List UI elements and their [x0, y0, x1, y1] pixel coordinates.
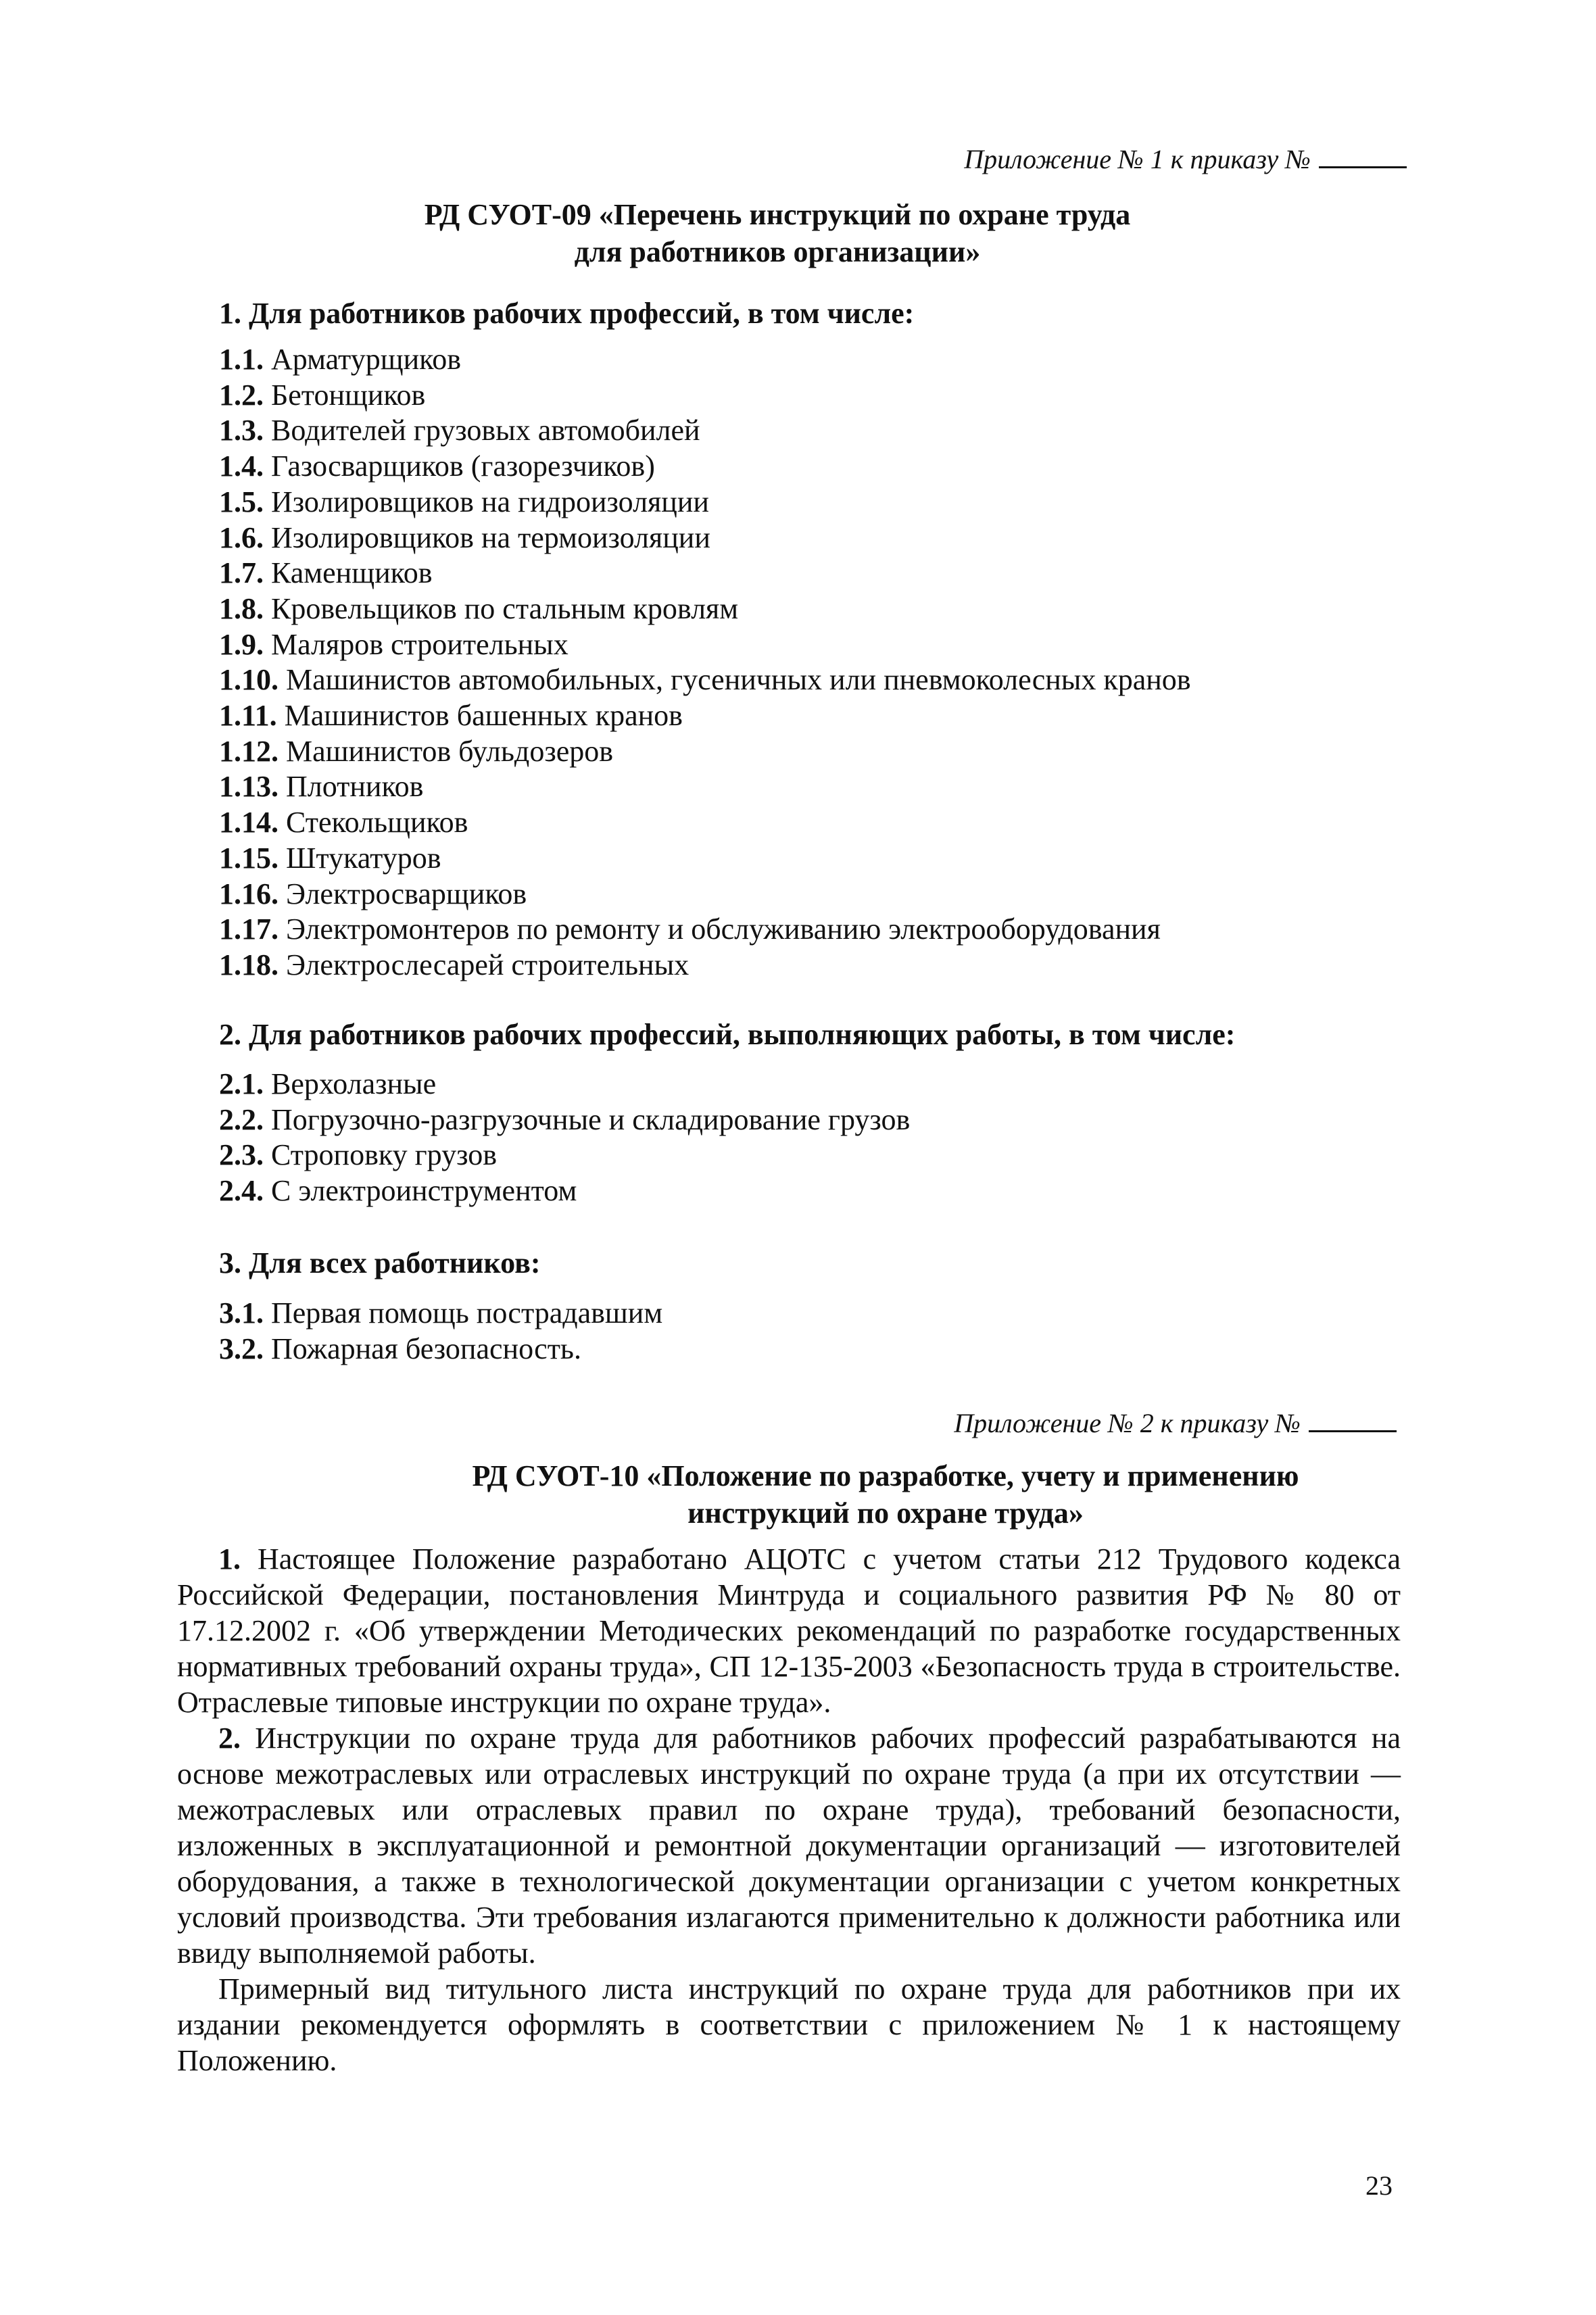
- list-item-number: 2.1.: [219, 1067, 264, 1100]
- list-item-number: 3.1.: [219, 1296, 264, 1330]
- list-item-number: 1.1.: [219, 343, 264, 376]
- list-item-number: 1.15.: [219, 841, 279, 875]
- list-item-number: 2.4.: [219, 1174, 264, 1208]
- list-item-text: Электромонтеров по ремонту и обслуживанию электрооборудования: [286, 912, 1161, 946]
- list-item-number: 1.14.: [219, 806, 279, 839]
- list-item-number: 1.17.: [219, 912, 279, 946]
- list-item-number: 1.7.: [219, 556, 264, 590]
- list-item: [219, 877, 1191, 912]
- list-item-number: 1.6.: [219, 520, 264, 554]
- list-item: [219, 1332, 662, 1367]
- section-3-list: [219, 1296, 662, 1367]
- section-2-list: [219, 1067, 910, 1209]
- list-item-number: 1.3.: [219, 414, 264, 447]
- list-item: [219, 378, 1191, 414]
- body-paragraphs: [177, 1541, 1401, 2078]
- list-item-number: 1.9.: [219, 627, 264, 661]
- list-item-number: 1.13.: [219, 770, 279, 804]
- paragraph-text: Примерный вид титульного листа инструкций по охране труда для работников при их издании рекомендуется оформлять в соответствии с приложением № 1 к настоящему Положению.: [177, 1972, 1401, 2077]
- paragraph: [177, 1541, 1401, 1720]
- list-item: [219, 805, 1191, 841]
- paragraph-number: 2.: [218, 1722, 241, 1755]
- section-2-heading: 2. Для работников рабочих профессий, выполняющих работы, в том числе:: [219, 1018, 1236, 1051]
- list-item: [219, 449, 1191, 485]
- paragraph-text: Настоящее Положение разработано АЦОТС с учетом статьи 212 Трудового кодекса Российской Федерации, постановления Минтруда и социального развития РФ № 80 от 17.12.2002 г. «Об утверждении Методических рекомендаций по разработке государственных нормативных требований охраны труда», СП 12-135-2003 «Безопасность труда в строительстве. Отраслевые типовые инструкции по охране труда».: [177, 1542, 1401, 1719]
- list-item: [219, 1102, 910, 1138]
- list-item: [219, 520, 1191, 556]
- list-item-text: Первая помощь пострадавшим: [271, 1296, 663, 1330]
- title-1: [0, 196, 1555, 270]
- title-2-line-2: инструкций по охране труда»: [687, 1496, 1084, 1530]
- list-item-text: Бетонщиков: [271, 378, 426, 412]
- paragraph: [177, 1720, 1401, 1971]
- list-item-text: Строповку грузов: [271, 1138, 497, 1172]
- paragraph-number: 1.: [218, 1542, 241, 1576]
- title-1-line-2: для работников организации»: [574, 235, 981, 268]
- list-item-number: 1.8.: [219, 591, 264, 625]
- list-item: [219, 734, 1191, 770]
- paragraph: [177, 1971, 1401, 2078]
- list-item-text: Маляров строительных: [271, 627, 569, 661]
- list-item-number: 1.10.: [219, 663, 279, 697]
- title-2: [0, 1457, 1596, 1532]
- list-item-text: Электросварщиков: [286, 877, 527, 910]
- list-item-text: Машинистов бульдозеров: [286, 734, 613, 768]
- list-item-number: 3.2.: [219, 1332, 264, 1365]
- appendix-1-label: [964, 143, 1407, 175]
- list-item-number: 1.12.: [219, 734, 279, 768]
- list-item: [219, 1296, 662, 1332]
- list-item: [219, 1173, 910, 1209]
- list-item-number: 1.11.: [219, 699, 277, 733]
- section-1-heading: 1. Для работников рабочих профессий, в том числе:: [219, 297, 915, 330]
- blank-line: [1319, 143, 1407, 168]
- list-item-text: Штукатуров: [286, 841, 441, 875]
- paragraph-text: Инструкции по охране труда для работников рабочих профессий разрабатываются на основе межотраслевых или отраслевых инструкций по охране труда (а при их отсутствии — межотраслевых или отраслевых правил по охране труда), требований безопасности, изложенных в эксплуатационной и ремонтной документации организаций — изготовителей оборудования, а также в технологической документации организации с учетом конкретных условий производства. Эти требования излагаются применительно к должности работника или ввиду выполняемой работы.: [177, 1722, 1401, 1970]
- list-item-number: 2.3.: [219, 1138, 264, 1172]
- blank-line: [1309, 1407, 1397, 1432]
- list-item-number: 2.2.: [219, 1102, 264, 1136]
- list-item: [219, 591, 1191, 627]
- list-item: [219, 769, 1191, 805]
- list-item: [219, 912, 1191, 948]
- list-item-number: 1.4.: [219, 449, 264, 483]
- section-3-heading: 3. Для всех работников:: [219, 1246, 541, 1280]
- list-item-number: 1.18.: [219, 948, 279, 981]
- list-item-text: Каменщиков: [271, 556, 433, 590]
- appendix-1-text: Приложение № 1 к приказу №: [964, 144, 1311, 174]
- list-item-text: Арматурщиков: [271, 343, 462, 376]
- list-item-text: Пожарная безопасность.: [271, 1332, 581, 1365]
- list-item-text: Погрузочно-разгрузочные и складирование грузов: [271, 1102, 911, 1136]
- list-item: [219, 485, 1191, 520]
- list-item-text: С электроинструментом: [271, 1174, 577, 1208]
- list-item: [219, 698, 1191, 734]
- list-item-number: 1.16.: [219, 877, 279, 910]
- list-item-text: Водителей грузовых автомобилей: [271, 414, 700, 447]
- list-item-text: Верхолазные: [271, 1067, 437, 1100]
- list-item: [219, 841, 1191, 877]
- list-item: [219, 1067, 910, 1102]
- list-item-text: Изолировщиков на термоизоляции: [271, 520, 710, 554]
- list-item-text: Машинистов автомобильных, гусеничных или пневмоколесных кранов: [286, 663, 1191, 697]
- list-item-text: Газосварщиков (газорезчиков): [271, 449, 655, 483]
- list-item-number: 1.5.: [219, 485, 264, 518]
- appendix-2-text: Приложение № 2 к приказу №: [954, 1408, 1301, 1438]
- list-item: [219, 1138, 910, 1173]
- list-item-text: Машинистов башенных кранов: [284, 699, 683, 733]
- list-item: [219, 556, 1191, 591]
- list-item-text: Плотников: [286, 770, 424, 804]
- list-item: [219, 948, 1191, 983]
- list-item: [219, 342, 1191, 378]
- list-item-text: Кровельщиков по стальным кровлям: [271, 591, 739, 625]
- list-item-text: Стекольщиков: [286, 806, 468, 839]
- list-item-text: Электрослесарей строительных: [286, 948, 690, 981]
- list-item: [219, 662, 1191, 698]
- list-item: [219, 627, 1191, 663]
- title-1-line-1: РД СУОТ-09 «Перечень инструкций по охране труда: [424, 198, 1131, 231]
- title-2-line-1: РД СУОТ-10 «Положение по разработке, учету и применению: [472, 1459, 1299, 1492]
- page-number: 23: [1365, 2170, 1393, 2201]
- section-1-list: [219, 342, 1191, 983]
- list-item: [219, 413, 1191, 449]
- list-item-text: Изолировщиков на гидроизоляции: [271, 485, 709, 518]
- list-item-number: 1.2.: [219, 378, 264, 412]
- appendix-2-label: [954, 1407, 1397, 1439]
